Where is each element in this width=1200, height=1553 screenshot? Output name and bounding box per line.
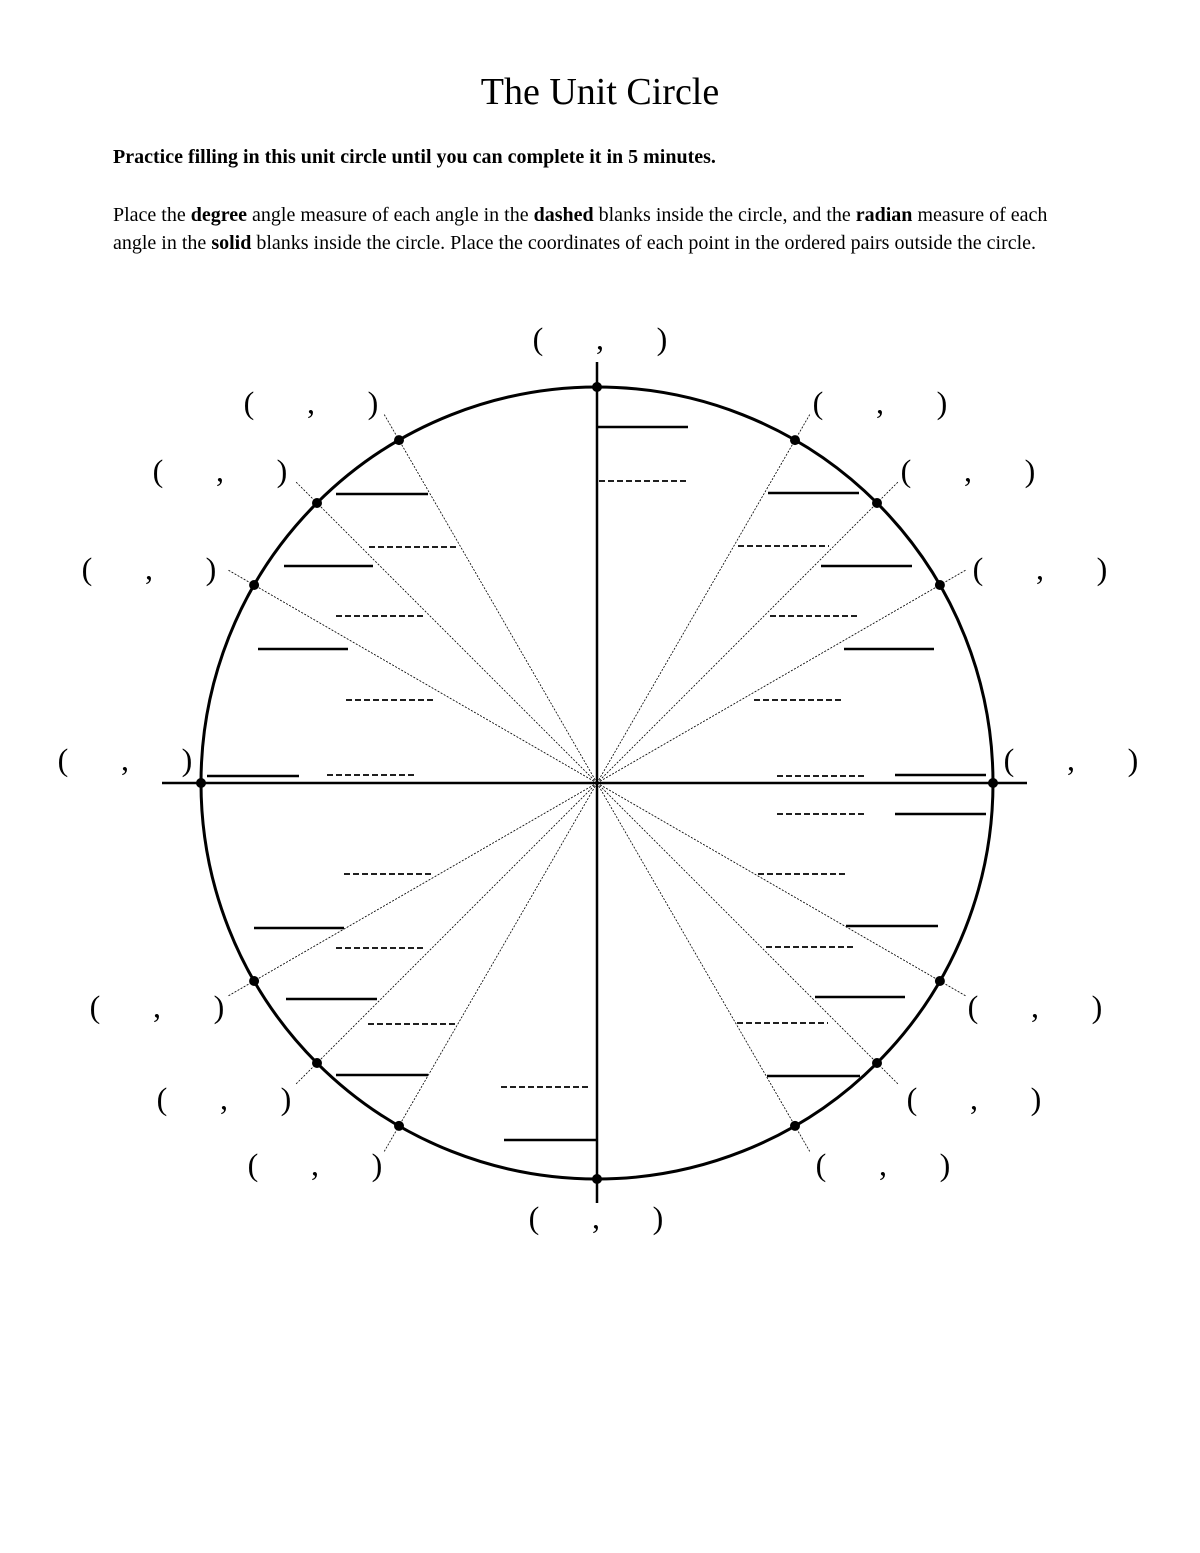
ordered-pair-open-paren: ( — [156, 1080, 168, 1117]
ordered-pair-comma: , — [220, 1080, 228, 1117]
ordered-pair-close-paren: ) — [1091, 988, 1103, 1025]
ordered-pair-close-paren: ) — [936, 384, 948, 421]
ordered-pair-open-paren: ( — [972, 550, 984, 587]
ordered-pair-comma: , — [311, 1146, 319, 1183]
ordered-pair-close-paren: ) — [1030, 1080, 1042, 1117]
instr-text-5: blanks inside the circle. Place the coordinates of each point in the ordered pairs outside the circle. — [251, 232, 1037, 254]
point-180 — [196, 778, 206, 788]
point-60 — [790, 435, 800, 445]
point-0 — [988, 778, 998, 788]
ray-60 — [597, 414, 810, 783]
ordered-pair-open-paren: ( — [152, 452, 164, 489]
ordered-pair-comma: , — [1036, 550, 1044, 587]
ordered-pair-30[interactable] — [973, 550, 1108, 586]
ordered-pair-close-paren: ) — [656, 320, 668, 357]
point-270 — [592, 1174, 602, 1184]
point-150 — [249, 580, 259, 590]
ordered-pair-open-paren: ( — [967, 988, 979, 1025]
ordered-pair-comma: , — [876, 384, 884, 421]
ordered-pair-open-paren: ( — [57, 741, 69, 778]
ordered-pair-close-paren: ) — [371, 1146, 383, 1183]
ordered-pair-270[interactable] — [529, 1199, 664, 1235]
ordered-pair-open-paren: ( — [906, 1080, 918, 1117]
ordered-pair-comma: , — [121, 741, 129, 778]
point-300 — [790, 1121, 800, 1131]
instr-text-3: blanks inside the circle, and the — [593, 204, 856, 226]
instr-text-4: measure of each angle in the — [113, 204, 1048, 254]
ray-240 — [384, 783, 597, 1152]
point-210 — [249, 976, 259, 986]
ray-120 — [384, 414, 597, 783]
ordered-pair-comma: , — [1067, 741, 1075, 778]
point-225 — [312, 1058, 322, 1068]
ordered-pair-open-paren: ( — [532, 320, 544, 357]
ordered-pair-150[interactable] — [82, 550, 217, 586]
ordered-pair-120[interactable] — [244, 384, 379, 420]
instr-solid: solid — [211, 232, 252, 254]
point-45 — [872, 498, 882, 508]
ordered-pair-open-paren: ( — [900, 452, 912, 489]
point-315 — [872, 1058, 882, 1068]
ordered-pair-comma: , — [216, 452, 224, 489]
ordered-pair-comma: , — [153, 988, 161, 1025]
point-90 — [592, 382, 602, 392]
ordered-pair-close-paren: ) — [367, 384, 379, 421]
ordered-pair-close-paren: ) — [1096, 550, 1108, 587]
ordered-pair-open-paren: ( — [815, 1146, 827, 1183]
ordered-pair-comma: , — [145, 550, 153, 587]
ordered-pair-close-paren: ) — [276, 452, 288, 489]
ray-300 — [597, 783, 810, 1152]
ordered-pair-135[interactable] — [153, 452, 288, 488]
ordered-pair-comma: , — [879, 1146, 887, 1183]
ordered-pair-close-paren: ) — [1127, 741, 1139, 778]
ordered-pair-open-paren: ( — [812, 384, 824, 421]
ray-315 — [597, 783, 898, 1084]
ordered-pair-open-paren: ( — [528, 1199, 540, 1236]
instr-text-2: angle measure of each angle in the — [247, 204, 534, 226]
ordered-pair-close-paren: ) — [939, 1146, 951, 1183]
ordered-pair-comma: , — [1031, 988, 1039, 1025]
ordered-pair-60[interactable] — [813, 384, 948, 420]
ordered-pair-210[interactable] — [90, 988, 225, 1024]
ordered-pair-open-paren: ( — [89, 988, 101, 1025]
ordered-pair-open-paren: ( — [247, 1146, 259, 1183]
ray-225 — [296, 783, 597, 1084]
ray-45 — [597, 482, 898, 783]
ordered-pair-180[interactable] — [58, 741, 193, 777]
ordered-pair-open-paren: ( — [1003, 741, 1015, 778]
ordered-pair-close-paren: ) — [181, 741, 193, 778]
ray-135 — [296, 482, 597, 783]
instr-dashed: dashed — [533, 204, 594, 226]
ordered-pair-90[interactable] — [533, 320, 668, 356]
ordered-pair-225[interactable] — [157, 1080, 292, 1116]
ordered-pair-comma: , — [970, 1080, 978, 1117]
ordered-pair-0[interactable] — [1004, 741, 1139, 777]
page-title: The Unit Circle — [480, 71, 720, 113]
point-240 — [394, 1121, 404, 1131]
ray-150 — [228, 570, 597, 783]
ordered-pair-315[interactable] — [907, 1080, 1042, 1116]
ordered-pair-close-paren: ) — [280, 1080, 292, 1117]
ordered-pair-comma: , — [596, 320, 604, 357]
instr-text-1: Place the — [113, 204, 191, 226]
ordered-pair-comma: , — [964, 452, 972, 489]
ordered-pair-330[interactable] — [968, 988, 1103, 1024]
ordered-pair-240[interactable] — [248, 1146, 383, 1182]
ordered-pair-close-paren: ) — [652, 1199, 664, 1236]
ordered-pair-close-paren: ) — [205, 550, 217, 587]
ordered-pair-open-paren: ( — [81, 550, 93, 587]
ordered-pair-comma: , — [592, 1199, 600, 1236]
ordered-pair-comma: , — [307, 384, 315, 421]
ordered-pair-45[interactable] — [901, 452, 1036, 488]
instr-radian: radian — [855, 204, 913, 226]
ray-210 — [228, 783, 597, 996]
ordered-pair-close-paren: ) — [1024, 452, 1036, 489]
point-120 — [394, 435, 404, 445]
ray-30 — [597, 570, 966, 783]
point-330 — [935, 976, 945, 986]
ordered-pair-close-paren: ) — [213, 988, 225, 1025]
instr-degree: degree — [190, 204, 248, 226]
ordered-pair-300[interactable] — [816, 1146, 951, 1182]
point-135 — [312, 498, 322, 508]
ordered-pair-open-paren: ( — [243, 384, 255, 421]
point-30 — [935, 580, 945, 590]
practice-instruction: Practice filling in this unit circle until you can complete it in 5 minutes. — [113, 146, 716, 168]
